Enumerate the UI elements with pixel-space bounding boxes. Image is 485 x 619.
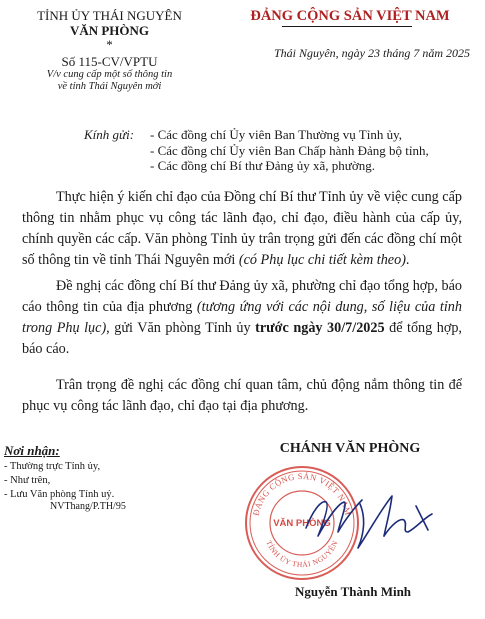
subject-line-1: V/v cung cấp một số thông tin xyxy=(46,69,173,80)
signer-name: Nguyễn Thành Minh xyxy=(294,584,412,599)
addressee-item: - Các đồng chí Bí thư Đảng ủy xã, phường. xyxy=(150,158,375,173)
office-name: VĂN PHÒNG xyxy=(69,23,150,38)
recipient-item: - Lưu Văn phòng Tỉnh uỷ. xyxy=(4,489,115,500)
paragraph-text: Thực hiện ý kiến chỉ đạo của Đồng chí Bí thư Tỉnh ủy về việc cung cấp thông tin nhằm phục vụ công tác lãnh đạo, chỉ đạo, điều hành của cấp ủy, chính quyền các cấp. Văn phòng Tỉnh ủy trân trọng gửi đến các đồng chí một số thông tin về tỉnh Thái Nguyên mới xyxy=(22,189,462,268)
seal-outer-text: ĐẢNG CỘNG SẢN VIỆT NAM xyxy=(250,470,354,517)
recipient-item: - Thường trực Tỉnh ủy, xyxy=(4,461,101,472)
body-paragraph-2 xyxy=(22,276,462,360)
party-header xyxy=(230,8,470,25)
star-separator: * xyxy=(106,37,113,52)
document-number: Số 115-CV/VPTU xyxy=(61,54,158,69)
paragraph-text: , gửi Văn phòng Tỉnh ủy xyxy=(106,320,256,336)
body-paragraph-1 xyxy=(22,187,462,271)
recipient-item: - Như trên, xyxy=(4,475,51,486)
recipients-title: Nơi nhận: xyxy=(4,443,60,458)
seal-center-text: VĂN PHÒNG xyxy=(273,518,331,529)
paragraph-text: để tổng hợp, báo cáo. xyxy=(22,320,462,357)
header-underline xyxy=(282,26,412,27)
body-paragraph-3: Trân trọng đề nghị các đồng chí quan tâm, chủ động nắm thông tin để phục vụ công tác lãnh đạo, chỉ đạo tại địa phương. xyxy=(22,377,462,414)
addressee-list xyxy=(150,127,429,174)
filing-code: NVThang/P.TH/95 xyxy=(50,501,126,512)
paragraph-text: Đề nghị các đồng chí Bí thư Đảng ủy xã, phường chỉ đạo tổng hợp, báo cáo thông tin của địa phương xyxy=(22,278,462,315)
paragraph-italic-note: (tương ứng với các nội dung, số liệu của tỉnh trong Phụ lục) xyxy=(22,299,462,336)
recipients-list xyxy=(4,460,114,502)
signer-title: CHÁNH VĂN PHÒNG xyxy=(279,441,421,456)
party-name: ĐẢNG CỘNG SẢN VIỆT NAM xyxy=(250,8,450,24)
issuing-agency-block xyxy=(22,8,197,93)
place-and-date: Thái Nguyên, ngày 23 tháng 7 năm 2025 xyxy=(274,46,470,60)
subject-line-2: về tỉnh Thái Nguyên mới xyxy=(57,81,162,92)
deadline-text: trước ngày 30/7/2025 xyxy=(255,320,385,336)
seal-bottom-text: TỈNH ỦY THÁI NGUYÊN xyxy=(264,538,340,570)
addressee-item: - Các đồng chí Ủy viên Ban Thường vụ Tỉnh ủy, xyxy=(150,127,402,142)
addressee-item: - Các đồng chí Ủy viên Ban Chấp hành Đảng bộ tỉnh, xyxy=(150,142,429,158)
paragraph-text: . xyxy=(405,252,410,268)
addressee-label: Kính gửi: xyxy=(84,127,135,142)
handwritten-signature-icon xyxy=(300,478,450,558)
paragraph-italic-note: (có Phụ lục chi tiết kèm theo) xyxy=(238,252,406,268)
agency-name: TỈNH ỦY THÁI NGUYÊN xyxy=(37,8,182,23)
